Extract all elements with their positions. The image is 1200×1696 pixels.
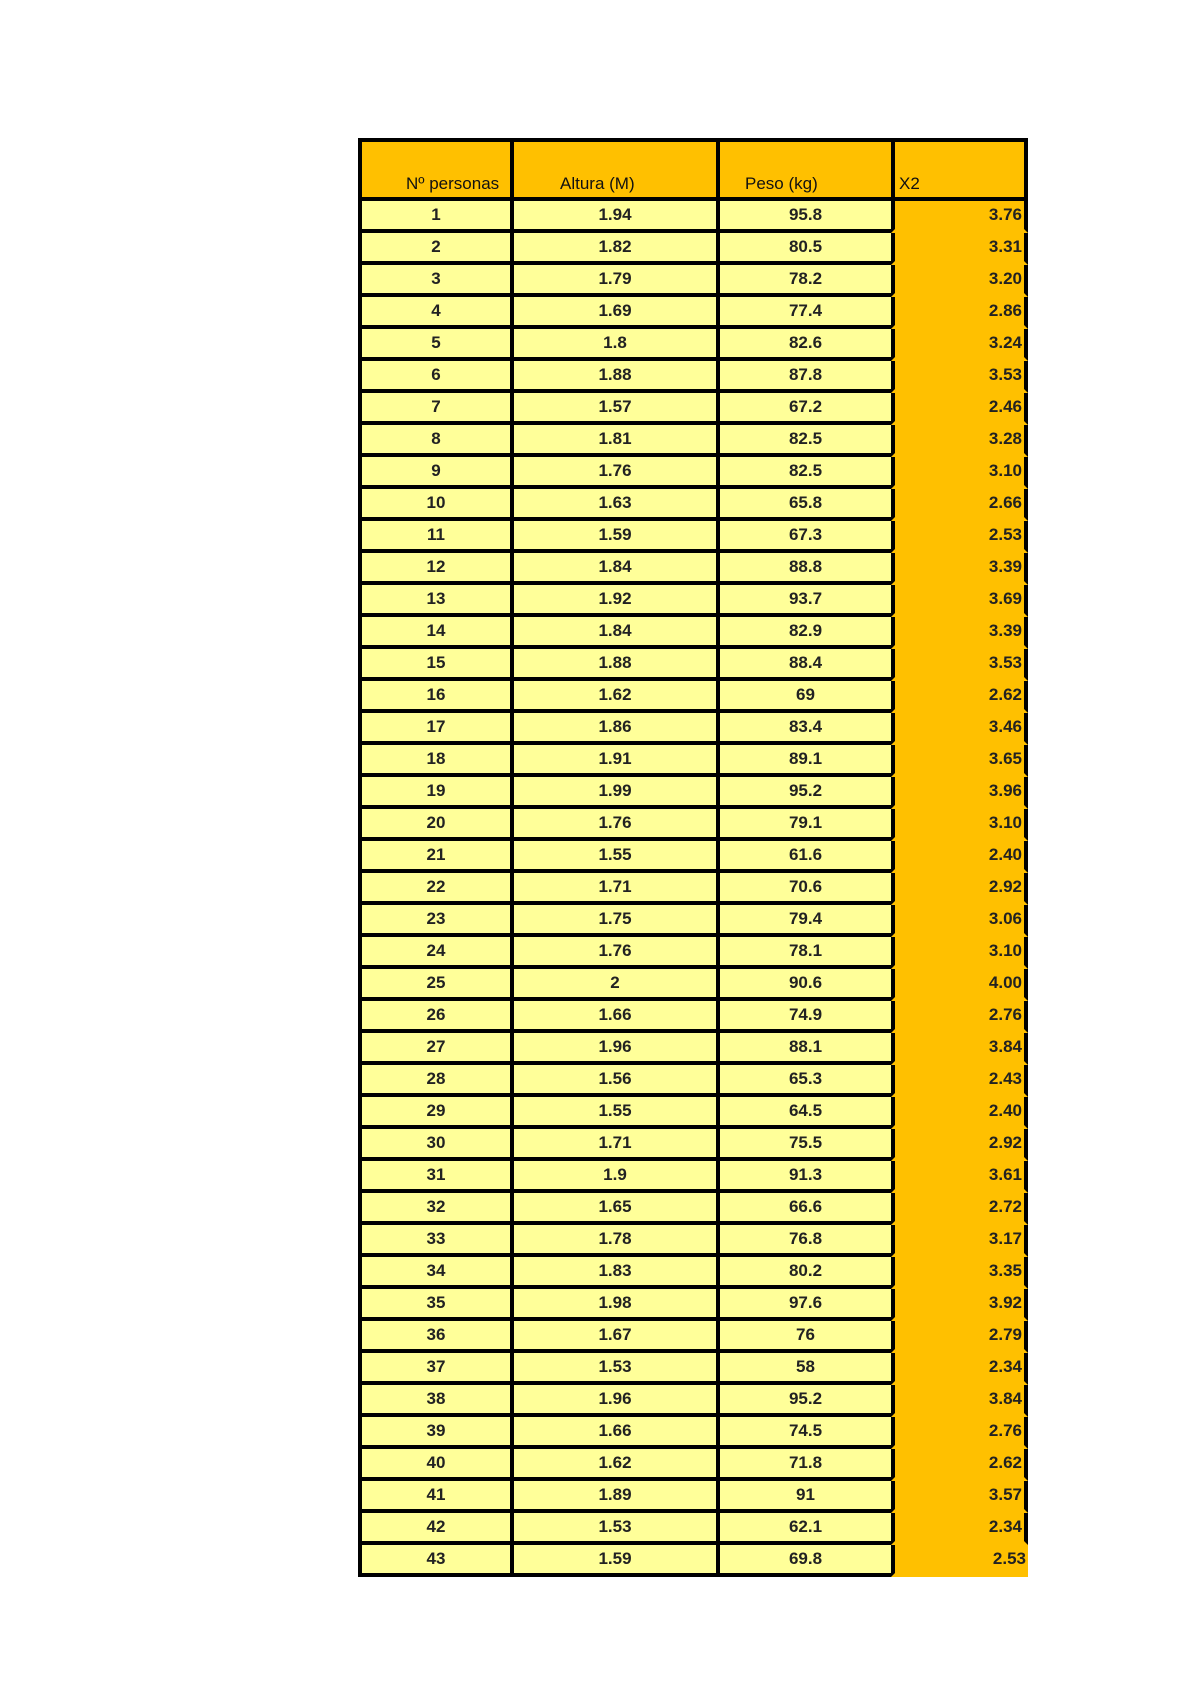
cell-peso[interactable]: 79.1: [716, 809, 891, 841]
cell-x2[interactable]: 3.24: [891, 329, 1028, 361]
cell-x2[interactable]: 3.46: [891, 713, 1028, 745]
cell-peso[interactable]: 69: [716, 681, 891, 713]
table-row: [358, 1385, 1028, 1417]
cell-x2[interactable]: 2.86: [891, 297, 1028, 329]
cell-peso[interactable]: 83.4: [716, 713, 891, 745]
table-row: [358, 873, 1028, 905]
cell-peso[interactable]: 78.1: [716, 937, 891, 969]
cell-peso[interactable]: 88.4: [716, 649, 891, 681]
table-row: [358, 553, 1028, 585]
cell-altura[interactable]: 1.88: [510, 361, 716, 393]
table-row: [358, 329, 1028, 361]
cell-x2[interactable]: 2.79: [891, 1321, 1028, 1353]
cell-altura[interactable]: 1.63: [510, 489, 716, 521]
column-header-altura[interactable]: Altura (M): [510, 138, 716, 201]
cell-altura[interactable]: 1.59: [510, 1545, 716, 1577]
cell-personas[interactable]: 7: [358, 393, 510, 425]
cell-peso[interactable]: 82.6: [716, 329, 891, 361]
cell-personas[interactable]: 9: [358, 457, 510, 489]
cell-x2[interactable]: 2.66: [891, 489, 1028, 521]
cell-personas[interactable]: 4: [358, 297, 510, 329]
cell-altura[interactable]: 1.76: [510, 457, 716, 489]
column-header-personas[interactable]: Nº personas: [358, 138, 510, 201]
cell-altura[interactable]: 1.75: [510, 905, 716, 937]
cell-personas[interactable]: 43: [358, 1545, 510, 1577]
cell-altura[interactable]: 1.55: [510, 1097, 716, 1129]
cell-peso[interactable]: 88.1: [716, 1033, 891, 1065]
cell-personas[interactable]: 12: [358, 553, 510, 585]
cell-peso[interactable]: 71.8: [716, 1449, 891, 1481]
cell-peso[interactable]: 66.6: [716, 1193, 891, 1225]
cell-peso[interactable]: 64.5: [716, 1097, 891, 1129]
cell-x2[interactable]: 2.40: [891, 1097, 1028, 1129]
cell-peso[interactable]: 67.3: [716, 521, 891, 553]
table-row: [358, 1353, 1028, 1385]
table-row: [358, 1225, 1028, 1257]
cell-peso[interactable]: 91.3: [716, 1161, 891, 1193]
table-row: [358, 809, 1028, 841]
cell-peso[interactable]: 90.6: [716, 969, 891, 1001]
cell-altura[interactable]: 1.71: [510, 1129, 716, 1161]
cell-x2[interactable]: 3.10: [891, 809, 1028, 841]
cell-personas[interactable]: 6: [358, 361, 510, 393]
cell-x2[interactable]: 3.84: [891, 1385, 1028, 1417]
column-header-x2[interactable]: X2: [891, 138, 1028, 201]
cell-altura[interactable]: 1.55: [510, 841, 716, 873]
cell-altura[interactable]: 1.59: [510, 521, 716, 553]
cell-personas[interactable]: 19: [358, 777, 510, 809]
table-row: [358, 777, 1028, 809]
cell-personas[interactable]: 18: [358, 745, 510, 777]
cell-personas[interactable]: 27: [358, 1033, 510, 1065]
cell-altura[interactable]: 1.8: [510, 329, 716, 361]
table-row: [358, 1001, 1028, 1033]
cell-x2[interactable]: 2.62: [891, 681, 1028, 713]
cell-peso[interactable]: 77.4: [716, 297, 891, 329]
cell-altura[interactable]: 1.62: [510, 1449, 716, 1481]
cell-x2[interactable]: 3.69: [891, 585, 1028, 617]
cell-x2[interactable]: 4.00: [891, 969, 1028, 1001]
cell-altura[interactable]: 1.83: [510, 1257, 716, 1289]
table-row: [358, 393, 1028, 425]
cell-personas[interactable]: 38: [358, 1385, 510, 1417]
cell-x2[interactable]: 3.20: [891, 265, 1028, 297]
table-row: [358, 745, 1028, 777]
table-row: [358, 1321, 1028, 1353]
cell-personas[interactable]: 32: [358, 1193, 510, 1225]
cell-altura[interactable]: 1.89: [510, 1481, 716, 1513]
column-header-peso[interactable]: Peso (kg): [716, 138, 891, 201]
table-row: [358, 1161, 1028, 1193]
table-header: [358, 138, 1028, 201]
cell-x2[interactable]: 3.65: [891, 745, 1028, 777]
cell-peso[interactable]: 58: [716, 1353, 891, 1385]
cell-x2[interactable]: 2.46: [891, 393, 1028, 425]
cell-altura[interactable]: 1.78: [510, 1225, 716, 1257]
table-row: [358, 233, 1028, 265]
cell-altura[interactable]: 1.53: [510, 1353, 716, 1385]
spreadsheet-table-region: [358, 138, 1028, 1577]
cell-personas[interactable]: 22: [358, 873, 510, 905]
cell-altura[interactable]: 1.79: [510, 265, 716, 297]
cell-personas[interactable]: 39: [358, 1417, 510, 1449]
cell-peso[interactable]: 76: [716, 1321, 891, 1353]
cell-x2[interactable]: 3.31: [891, 233, 1028, 265]
table-row: [358, 1193, 1028, 1225]
cell-altura[interactable]: 1.65: [510, 1193, 716, 1225]
cell-altura[interactable]: 1.91: [510, 745, 716, 777]
cell-x2[interactable]: 2.53: [891, 1545, 1028, 1577]
table-row: [358, 1129, 1028, 1161]
table-row: [358, 969, 1028, 1001]
cell-peso[interactable]: 82.5: [716, 457, 891, 489]
cell-personas[interactable]: 35: [358, 1289, 510, 1321]
cell-x2[interactable]: 2.92: [891, 1129, 1028, 1161]
cell-peso[interactable]: 67.2: [716, 393, 891, 425]
table-row: [358, 1481, 1028, 1513]
cell-peso[interactable]: 82.5: [716, 425, 891, 457]
cell-personas[interactable]: 26: [358, 1001, 510, 1033]
table-row: [358, 1545, 1028, 1577]
table-row: [358, 425, 1028, 457]
cell-peso[interactable]: 61.6: [716, 841, 891, 873]
cell-personas[interactable]: 34: [358, 1257, 510, 1289]
cell-x2[interactable]: 3.53: [891, 361, 1028, 393]
cell-peso[interactable]: 79.4: [716, 905, 891, 937]
cell-altura[interactable]: 1.81: [510, 425, 716, 457]
cell-x2[interactable]: 2.40: [891, 841, 1028, 873]
table-row: [358, 617, 1028, 649]
cell-x2[interactable]: 3.96: [891, 777, 1028, 809]
cell-altura[interactable]: 1.96: [510, 1385, 716, 1417]
cell-personas[interactable]: 28: [358, 1065, 510, 1097]
table-row: [358, 841, 1028, 873]
table-row: [358, 297, 1028, 329]
cell-x2[interactable]: 3.57: [891, 1481, 1028, 1513]
cell-x2[interactable]: 2.62: [891, 1449, 1028, 1481]
cell-altura[interactable]: 1.94: [510, 201, 716, 233]
cell-peso[interactable]: 70.6: [716, 873, 891, 905]
cell-peso[interactable]: 82.9: [716, 617, 891, 649]
cell-personas[interactable]: 21: [358, 841, 510, 873]
cell-x2[interactable]: 3.39: [891, 553, 1028, 585]
cell-x2[interactable]: 3.28: [891, 425, 1028, 457]
cell-altura[interactable]: 1.86: [510, 713, 716, 745]
cell-personas[interactable]: 14: [358, 617, 510, 649]
table-row: [358, 361, 1028, 393]
cell-x2[interactable]: 3.61: [891, 1161, 1028, 1193]
cell-personas[interactable]: 11: [358, 521, 510, 553]
table-row: [358, 201, 1028, 233]
cell-altura[interactable]: 1.56: [510, 1065, 716, 1097]
cell-altura[interactable]: 1.76: [510, 809, 716, 841]
cell-personas[interactable]: 29: [358, 1097, 510, 1129]
cell-personas[interactable]: 1: [358, 201, 510, 233]
cell-peso[interactable]: 95.2: [716, 777, 891, 809]
cell-personas[interactable]: 8: [358, 425, 510, 457]
table-row: [358, 649, 1028, 681]
cell-x2[interactable]: 3.53: [891, 649, 1028, 681]
cell-peso[interactable]: 88.8: [716, 553, 891, 585]
cell-personas[interactable]: 41: [358, 1481, 510, 1513]
cell-x2[interactable]: 2.34: [891, 1513, 1028, 1545]
cell-peso[interactable]: 80.2: [716, 1257, 891, 1289]
cell-personas[interactable]: 40: [358, 1449, 510, 1481]
table-row: [358, 1257, 1028, 1289]
cell-x2[interactable]: 2.43: [891, 1065, 1028, 1097]
cell-peso[interactable]: 87.8: [716, 361, 891, 393]
table-row: [358, 489, 1028, 521]
cell-x2[interactable]: 2.53: [891, 521, 1028, 553]
cell-peso[interactable]: 95.2: [716, 1385, 891, 1417]
table-row: [358, 713, 1028, 745]
cell-peso[interactable]: 78.2: [716, 265, 891, 297]
table-body: [358, 201, 1028, 1577]
cell-altura[interactable]: 1.66: [510, 1417, 716, 1449]
cell-peso[interactable]: 62.1: [716, 1513, 891, 1545]
cell-personas[interactable]: 2: [358, 233, 510, 265]
cell-altura[interactable]: 1.9: [510, 1161, 716, 1193]
cell-peso[interactable]: 75.5: [716, 1129, 891, 1161]
cell-personas[interactable]: 20: [358, 809, 510, 841]
table-row: [358, 521, 1028, 553]
cell-altura[interactable]: 1.66: [510, 1001, 716, 1033]
cell-personas[interactable]: 17: [358, 713, 510, 745]
cell-x2[interactable]: 2.76: [891, 1001, 1028, 1033]
cell-personas[interactable]: 15: [358, 649, 510, 681]
cell-altura[interactable]: 1.53: [510, 1513, 716, 1545]
cell-peso[interactable]: 74.5: [716, 1417, 891, 1449]
cell-personas[interactable]: 42: [358, 1513, 510, 1545]
table-row: [358, 457, 1028, 489]
cell-peso[interactable]: 65.3: [716, 1065, 891, 1097]
cell-personas[interactable]: 23: [358, 905, 510, 937]
table-row: [358, 1065, 1028, 1097]
cell-peso[interactable]: 97.6: [716, 1289, 891, 1321]
header-row: [358, 138, 1028, 201]
cell-altura[interactable]: 1.76: [510, 937, 716, 969]
cell-personas[interactable]: 13: [358, 585, 510, 617]
cell-altura[interactable]: 1.69: [510, 297, 716, 329]
cell-personas[interactable]: 25: [358, 969, 510, 1001]
cell-altura[interactable]: 1.67: [510, 1321, 716, 1353]
cell-altura[interactable]: 1.82: [510, 233, 716, 265]
cell-peso[interactable]: 95.8: [716, 201, 891, 233]
table-row: [358, 1289, 1028, 1321]
cell-personas[interactable]: 36: [358, 1321, 510, 1353]
cell-peso[interactable]: 89.1: [716, 745, 891, 777]
cell-altura[interactable]: 1.84: [510, 617, 716, 649]
cell-personas[interactable]: 37: [358, 1353, 510, 1385]
cell-peso[interactable]: 80.5: [716, 233, 891, 265]
cell-personas[interactable]: 30: [358, 1129, 510, 1161]
cell-x2[interactable]: 3.84: [891, 1033, 1028, 1065]
cell-personas[interactable]: 31: [358, 1161, 510, 1193]
cell-altura[interactable]: 1.99: [510, 777, 716, 809]
table-row: [358, 1033, 1028, 1065]
cell-personas[interactable]: 10: [358, 489, 510, 521]
cell-x2[interactable]: 3.39: [891, 617, 1028, 649]
table-row: [358, 681, 1028, 713]
table-row: [358, 265, 1028, 297]
cell-peso[interactable]: 69.8: [716, 1545, 891, 1577]
table-row: [358, 937, 1028, 969]
cell-personas[interactable]: 24: [358, 937, 510, 969]
cell-x2[interactable]: 2.72: [891, 1193, 1028, 1225]
table-row: [358, 1513, 1028, 1545]
cell-x2[interactable]: 3.10: [891, 937, 1028, 969]
cell-personas[interactable]: 33: [358, 1225, 510, 1257]
cell-altura[interactable]: 2: [510, 969, 716, 1001]
cell-x2[interactable]: 3.92: [891, 1289, 1028, 1321]
data-table: [358, 138, 1028, 1577]
cell-x2[interactable]: 3.76: [891, 201, 1028, 233]
cell-personas[interactable]: 16: [358, 681, 510, 713]
cell-altura[interactable]: 1.88: [510, 649, 716, 681]
cell-personas[interactable]: 5: [358, 329, 510, 361]
cell-x2[interactable]: 3.35: [891, 1257, 1028, 1289]
cell-altura[interactable]: 1.62: [510, 681, 716, 713]
cell-peso[interactable]: 93.7: [716, 585, 891, 617]
table-row: [358, 905, 1028, 937]
table-row: [358, 1449, 1028, 1481]
cell-x2[interactable]: 2.92: [891, 873, 1028, 905]
cell-x2[interactable]: 3.06: [891, 905, 1028, 937]
cell-altura[interactable]: 1.96: [510, 1033, 716, 1065]
cell-peso[interactable]: 65.8: [716, 489, 891, 521]
table-row: [358, 1097, 1028, 1129]
cell-x2[interactable]: 3.17: [891, 1225, 1028, 1257]
cell-peso[interactable]: 74.9: [716, 1001, 891, 1033]
cell-altura[interactable]: 1.98: [510, 1289, 716, 1321]
cell-altura[interactable]: 1.71: [510, 873, 716, 905]
table-row: [358, 585, 1028, 617]
cell-x2[interactable]: 3.10: [891, 457, 1028, 489]
cell-altura[interactable]: 1.84: [510, 553, 716, 585]
cell-personas[interactable]: 3: [358, 265, 510, 297]
cell-peso[interactable]: 91: [716, 1481, 891, 1513]
cell-altura[interactable]: 1.92: [510, 585, 716, 617]
cell-peso[interactable]: 76.8: [716, 1225, 891, 1257]
cell-x2[interactable]: 2.34: [891, 1353, 1028, 1385]
cell-altura[interactable]: 1.57: [510, 393, 716, 425]
cell-x2[interactable]: 2.76: [891, 1417, 1028, 1449]
table-row: [358, 1417, 1028, 1449]
